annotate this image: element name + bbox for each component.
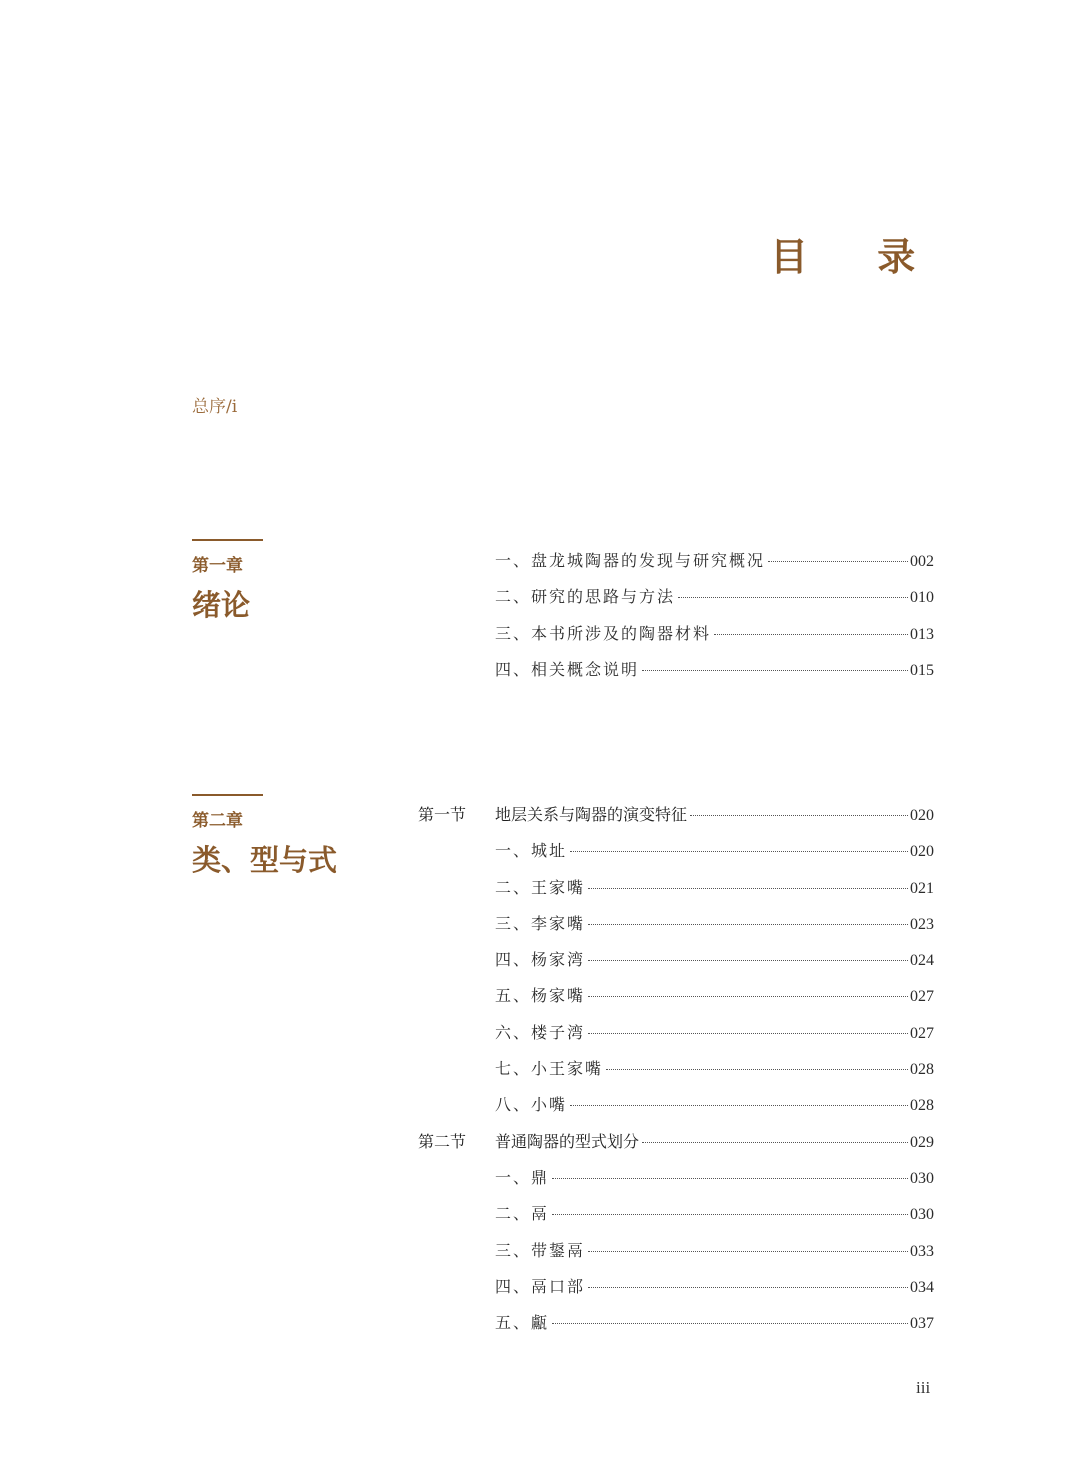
dot-leader xyxy=(552,1178,908,1179)
dot-leader xyxy=(570,851,908,852)
toc-page-number: 020 xyxy=(910,843,934,861)
dot-leader xyxy=(588,960,908,961)
dot-leader xyxy=(714,634,908,635)
toc-entry-title: 五、杨家嘴 xyxy=(495,986,586,1006)
dot-leader xyxy=(690,815,908,816)
toc-entry-title: 四、相关概念说明 xyxy=(495,659,640,679)
toc-entry[interactable] xyxy=(418,1129,934,1165)
chapter-1-toc xyxy=(418,548,934,693)
dot-leader xyxy=(678,597,908,598)
toc-page-number: 010 xyxy=(910,589,934,607)
toc-entry-title: 三、带鋬鬲 xyxy=(495,1240,586,1260)
toc-entry-title: 二、王家嘴 xyxy=(495,877,586,897)
dot-leader xyxy=(552,1323,908,1324)
toc-entry[interactable] xyxy=(418,838,934,874)
toc-page-number: 021 xyxy=(910,879,934,897)
chapter-2-toc xyxy=(418,802,934,1346)
dot-leader xyxy=(570,1105,908,1106)
toc-entry[interactable] xyxy=(418,584,934,620)
dot-leader xyxy=(588,1251,908,1252)
toc-entry-title: 一、盘龙城陶器的发现与研究概况 xyxy=(495,551,766,570)
dot-leader xyxy=(588,1287,908,1288)
dot-leader xyxy=(588,996,908,997)
toc-entry-title: 六、楼子湾 xyxy=(495,1022,586,1042)
toc-page-number: 028 xyxy=(910,1097,934,1115)
toc-entry-title: 二、研究的思路与方法 xyxy=(495,587,676,607)
toc-entry[interactable] xyxy=(418,1238,934,1274)
toc-page-number: 030 xyxy=(910,1169,934,1187)
chapter-number: 第二章 xyxy=(192,811,243,831)
toc-entry-title: 普通陶器的型式划分 xyxy=(495,1131,640,1151)
dot-leader xyxy=(588,924,908,925)
toc-page-number: 027 xyxy=(910,988,934,1006)
toc-entry[interactable] xyxy=(418,911,934,947)
toc-page-number: 027 xyxy=(910,1024,934,1042)
toc-entry-title: 三、本书所涉及的陶器材料 xyxy=(495,623,712,643)
toc-entry[interactable] xyxy=(418,1056,934,1092)
toc-entry[interactable] xyxy=(418,1201,934,1237)
dot-leader xyxy=(606,1069,908,1070)
preface-entry[interactable]: 总序/i xyxy=(192,397,238,417)
toc-entry-title: 八、小嘴 xyxy=(495,1095,568,1115)
toc-page-number: 034 xyxy=(910,1278,934,1296)
toc-page-number: 029 xyxy=(910,1133,934,1151)
toc-entry[interactable] xyxy=(418,875,934,911)
toc-entry[interactable] xyxy=(418,1020,934,1056)
toc-entry-title: 四、杨家湾 xyxy=(495,950,586,970)
toc-entry[interactable] xyxy=(418,802,934,838)
chapter-2-heading xyxy=(192,794,392,878)
toc-page-number: 037 xyxy=(910,1315,934,1333)
toc-entry-title: 七、小王家嘴 xyxy=(495,1059,604,1079)
toc-section-label: 第一节 xyxy=(418,805,467,824)
dot-leader xyxy=(768,561,908,562)
chapter-title: 绪论 xyxy=(192,588,251,622)
toc-entry[interactable] xyxy=(418,947,934,983)
toc-page-number: 028 xyxy=(910,1061,934,1079)
dot-leader xyxy=(642,1142,908,1143)
toc-page-number: 023 xyxy=(910,915,934,933)
toc-section-label: 第二节 xyxy=(418,1131,467,1151)
toc-page-number: 020 xyxy=(910,807,934,824)
toc-entry-title: 一、鼎 xyxy=(495,1167,550,1187)
toc-entry-title: 三、李家嘴 xyxy=(495,913,586,933)
toc-entry[interactable] xyxy=(418,657,934,693)
toc-entry[interactable] xyxy=(418,621,934,657)
toc-page-number: 015 xyxy=(910,661,934,679)
toc-page-number: 030 xyxy=(910,1206,934,1224)
chapter-rule xyxy=(192,539,263,541)
toc-page-number: 033 xyxy=(910,1242,934,1260)
toc-entry[interactable] xyxy=(418,1310,934,1346)
dot-leader xyxy=(588,888,908,889)
chapter-rule xyxy=(192,794,263,796)
toc-entry[interactable] xyxy=(418,1165,934,1201)
dot-leader xyxy=(552,1214,908,1215)
toc-page-number: 002 xyxy=(910,553,934,570)
chapter-title: 类、型与式 xyxy=(192,843,338,877)
chapter-1-heading xyxy=(192,539,392,623)
dot-leader xyxy=(642,670,908,671)
page-title: 目 录 xyxy=(770,235,944,279)
toc-entry-title: 地层关系与陶器的演变特征 xyxy=(495,805,688,824)
toc-page-number: 024 xyxy=(910,952,934,970)
toc-entry[interactable] xyxy=(418,548,934,584)
toc-entry-title: 五、甗 xyxy=(495,1313,550,1333)
toc-entry[interactable] xyxy=(418,1092,934,1128)
toc-page-number: 013 xyxy=(910,625,934,643)
toc-entry[interactable] xyxy=(418,1274,934,1310)
toc-entry[interactable] xyxy=(418,983,934,1019)
dot-leader xyxy=(588,1033,908,1034)
toc-entry-title: 二、鬲 xyxy=(495,1204,550,1224)
toc-entry-title: 一、城址 xyxy=(495,841,568,861)
page-number: iii xyxy=(916,1378,931,1397)
toc-entry-title: 四、鬲口部 xyxy=(495,1276,586,1296)
chapter-number: 第一章 xyxy=(192,556,243,576)
